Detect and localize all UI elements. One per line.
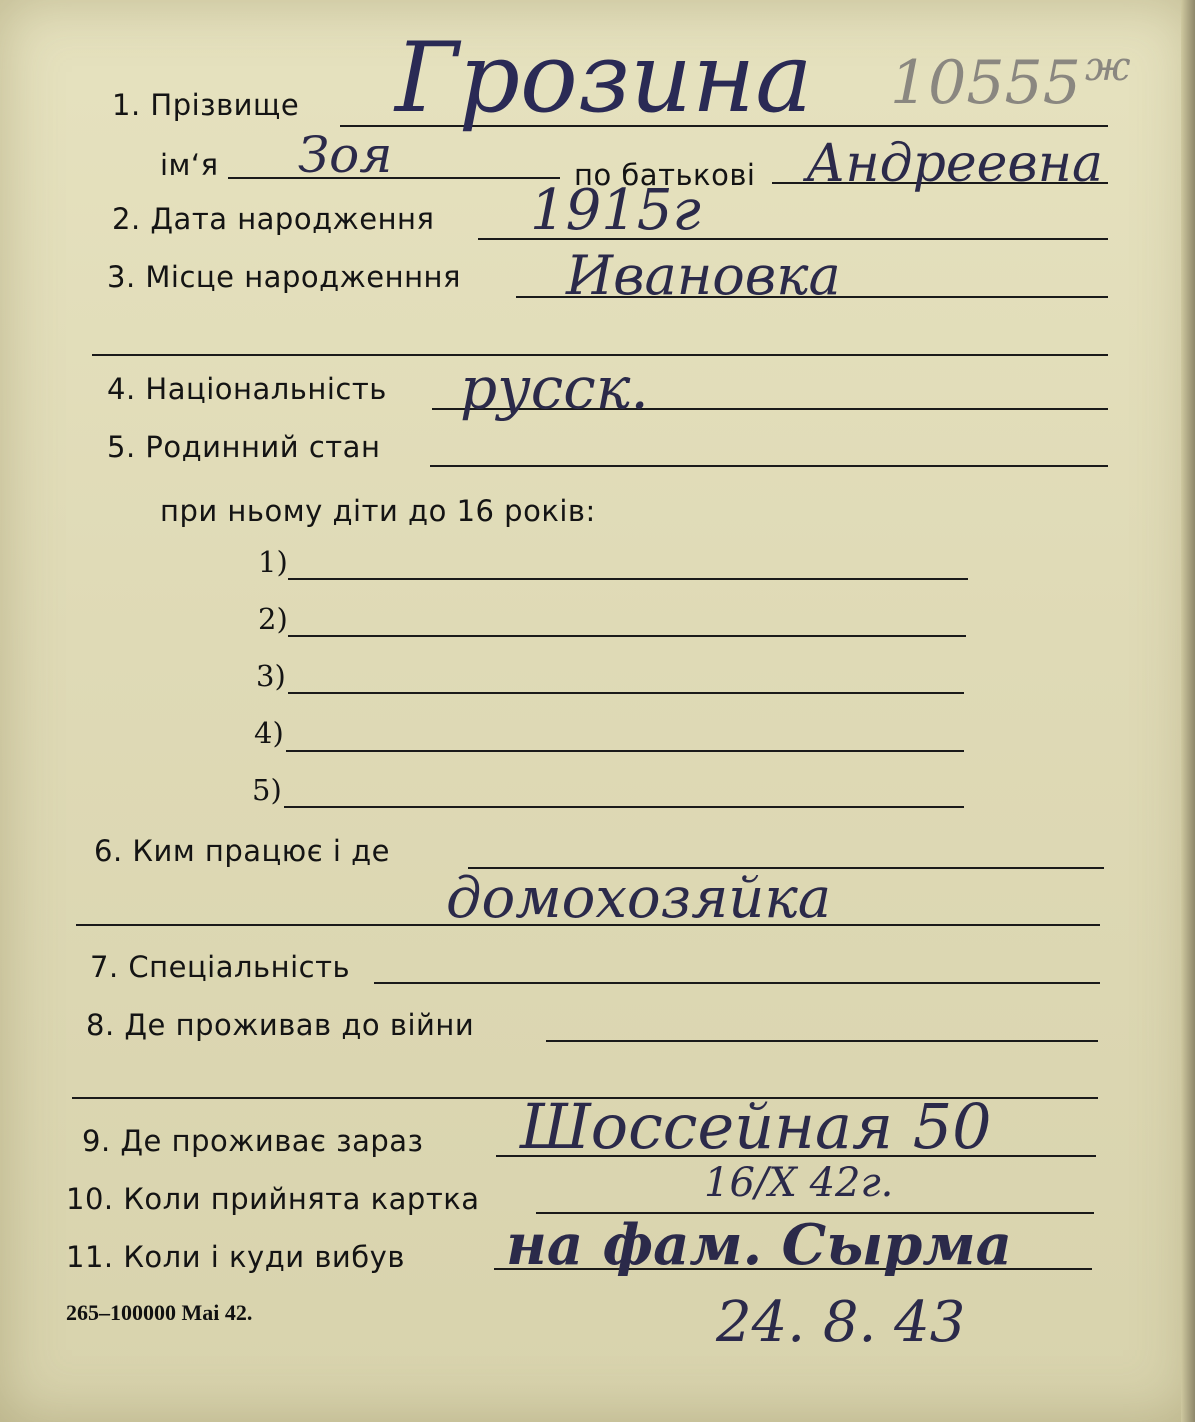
card-accepted-label: 10. Коли прийнята картка [66, 1182, 480, 1216]
print-code: 265–100000 Mai 42. [66, 1300, 253, 1325]
current-residence-label: 9. Де проживає зараз [82, 1124, 424, 1158]
surname-label: 1. Прізвище [112, 88, 300, 122]
child-3-line [288, 692, 964, 694]
current-residence-handwritten: Шоссейная 50 [520, 1090, 992, 1163]
registration-number-suffix: ж [1085, 44, 1131, 90]
child-4-line [286, 750, 964, 752]
specialty-label: 7. Спеціальність [90, 950, 351, 984]
name-line [228, 177, 560, 179]
birth-place-label: 3. Місце народженння [107, 260, 461, 294]
name-handwritten: Зоя [298, 126, 393, 184]
departure-label: 11. Коли і куди вибув [66, 1240, 405, 1274]
surname-handwritten: Грозина [395, 22, 813, 134]
work-label: 6. Ким працює і де [94, 834, 391, 868]
marital-status-line [430, 465, 1108, 467]
card-accepted-handwritten: 16/X 42г. [704, 1160, 894, 1206]
child-3-number: 3) [256, 659, 286, 693]
registration-number: 10555 [890, 48, 1081, 118]
patronymic-label: по батькові [574, 158, 756, 192]
child-5-line [284, 806, 964, 808]
departure-date-handwritten: 24. 8. 43 [716, 1290, 966, 1355]
child-5-number: 5) [252, 773, 282, 807]
child-1-number: 1) [258, 545, 288, 579]
patronymic-handwritten: Андреевна [806, 134, 1103, 194]
prewar-residence-line [546, 1040, 1098, 1042]
name-label: ім‘я [160, 148, 219, 182]
birth-date-label: 2. Дата народження [112, 202, 435, 236]
birth-place-handwritten: Ивановка [566, 244, 841, 307]
nationality-label: 4. Національність [107, 372, 387, 406]
child-1-line [288, 578, 968, 580]
child-4-number: 4) [254, 716, 284, 750]
child-2-number: 2) [258, 602, 288, 636]
prewar-residence-label: 8. Де проживав до війни [86, 1008, 475, 1042]
departure-handwritten: на фам. Сырма [506, 1212, 1012, 1278]
card-edge [1181, 0, 1195, 1422]
children-label: при ньому діти до 16 років: [160, 494, 596, 528]
specialty-line [374, 982, 1100, 984]
child-2-line [288, 635, 966, 637]
birth-date-handwritten: 1915г [530, 178, 701, 243]
work-handwritten: домохозяйка [446, 866, 832, 931]
nationality-handwritten: русск. [460, 354, 649, 422]
marital-status-label: 5. Родинний стан [107, 430, 381, 464]
